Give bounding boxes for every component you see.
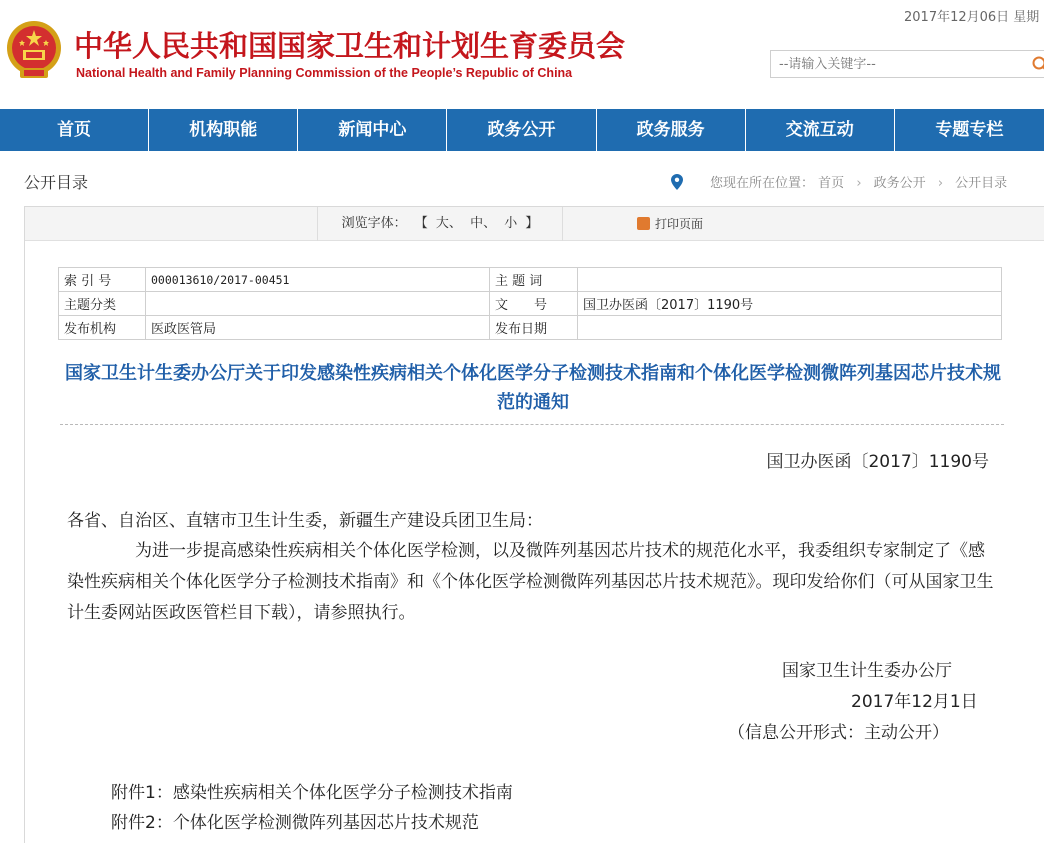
attachment-link-1[interactable]: 附件1：感染性疾病相关个体化医学分子检测技术指南 bbox=[111, 783, 513, 803]
site-title-cn: 中华人民共和国国家卫生和计划生育委员会 bbox=[74, 29, 626, 63]
meta-key: 主 题 词 bbox=[490, 268, 578, 292]
disclosure-note: （信息公开形式：主动公开） bbox=[728, 723, 949, 743]
national-emblem-icon bbox=[6, 18, 62, 82]
section-title: 公开目录 bbox=[24, 173, 89, 192]
attachment-link-2[interactable]: 附件2：个体化医学检测微阵列基因芯片技术规范 bbox=[111, 813, 479, 833]
nav-item-news[interactable]: 新闻中心 bbox=[298, 109, 447, 151]
nav-item-home[interactable]: 首页 bbox=[0, 109, 149, 151]
meta-value: 医政医管局 bbox=[146, 316, 490, 340]
current-date: 2017年12月06日 星期 bbox=[904, 10, 1040, 25]
location-pin-icon bbox=[671, 174, 683, 190]
meta-key: 发布机构 bbox=[59, 316, 146, 340]
document-title: 国家卫生计生委办公厅关于印发感染性疾病相关个体化医学分子检测技术指南和个体化医学检测微阵列基因芯片技术规范的通知 bbox=[65, 363, 1001, 413]
nav-item-government-affairs[interactable]: 政务公开 bbox=[447, 109, 596, 151]
document-number: 国卫办医函〔2017〕1190号 bbox=[766, 452, 989, 472]
divider bbox=[60, 424, 1004, 425]
bracket-open: 【 bbox=[414, 216, 428, 231]
nav-item-functions[interactable]: 机构职能 bbox=[149, 109, 298, 151]
search-icon[interactable] bbox=[1031, 55, 1044, 73]
breadcrumb-government-affairs[interactable]: 政务公开 bbox=[873, 176, 926, 191]
document-panel bbox=[24, 206, 1044, 843]
table-row bbox=[59, 292, 1002, 316]
bracket-close: 】 bbox=[525, 216, 539, 231]
print-label: 打印页面 bbox=[655, 217, 704, 231]
breadcrumb-catalog[interactable]: 公开目录 bbox=[955, 176, 1008, 191]
meta-key: 索 引 号 bbox=[59, 268, 146, 292]
font-size-label: 浏览字体： bbox=[341, 216, 407, 231]
meta-value bbox=[578, 268, 1002, 292]
breadcrumb-label: 您现在所在位置： bbox=[710, 176, 815, 191]
site-header bbox=[0, 0, 1044, 108]
font-size-control bbox=[317, 207, 563, 241]
font-size-small[interactable]: 小 bbox=[504, 216, 518, 231]
meta-value bbox=[146, 292, 490, 316]
meta-key: 主题分类 bbox=[59, 292, 146, 316]
font-size-large[interactable]: 大、 bbox=[435, 216, 462, 231]
document-meta-table bbox=[58, 267, 1002, 340]
breadcrumb bbox=[710, 172, 1007, 191]
sign-date: 2017年12月1日 bbox=[851, 692, 978, 712]
salutation: 各省、自治区、直辖市卫生计生委，新疆生产建设兵团卫生局： bbox=[67, 511, 543, 531]
meta-value: 国卫办医函〔2017〕1190号 bbox=[578, 292, 1002, 316]
meta-key: 发布日期 bbox=[490, 316, 578, 340]
nav-item-interaction[interactable]: 交流互动 bbox=[746, 109, 895, 151]
nav-item-topics[interactable]: 专题专栏 bbox=[935, 120, 1004, 140]
chevron-right-icon: › bbox=[937, 176, 944, 191]
print-button[interactable] bbox=[637, 215, 703, 232]
meta-key: 文 号 bbox=[490, 292, 578, 316]
nav-item-services[interactable]: 政务服务 bbox=[597, 109, 746, 151]
body-paragraph: 为进一步提高感染性疾病相关个体化医学检测，以及微阵列基因芯片技术的规范化水平，我委组织专家制定了《感染性疾病相关个体化医学分子检测技术指南》和《个体化医学检测微阵列基因芯片技术规范》。现印发给你们（可从国家卫生计生委网站医政医管栏目下载），请参照执行。 bbox=[67, 541, 994, 623]
search-input[interactable] bbox=[771, 51, 1021, 77]
document-toolbar bbox=[25, 207, 1044, 241]
meta-value bbox=[578, 316, 1002, 340]
chevron-right-icon: › bbox=[856, 176, 862, 191]
table-row bbox=[59, 268, 1002, 292]
table-row bbox=[59, 316, 1002, 340]
font-size-medium[interactable]: 中、 bbox=[470, 216, 497, 231]
print-icon bbox=[637, 217, 650, 230]
search-box bbox=[770, 50, 1044, 78]
main-nav bbox=[0, 109, 1044, 151]
site-title-en: National Health and Family Planning Commission of the People’s Republic of China bbox=[76, 66, 573, 80]
signatory: 国家卫生计生委办公厅 bbox=[782, 661, 952, 681]
location-bar bbox=[0, 152, 1044, 204]
meta-value: 000013610/2017-00451 bbox=[146, 268, 490, 292]
breadcrumb-home[interactable]: 首页 bbox=[818, 176, 845, 191]
